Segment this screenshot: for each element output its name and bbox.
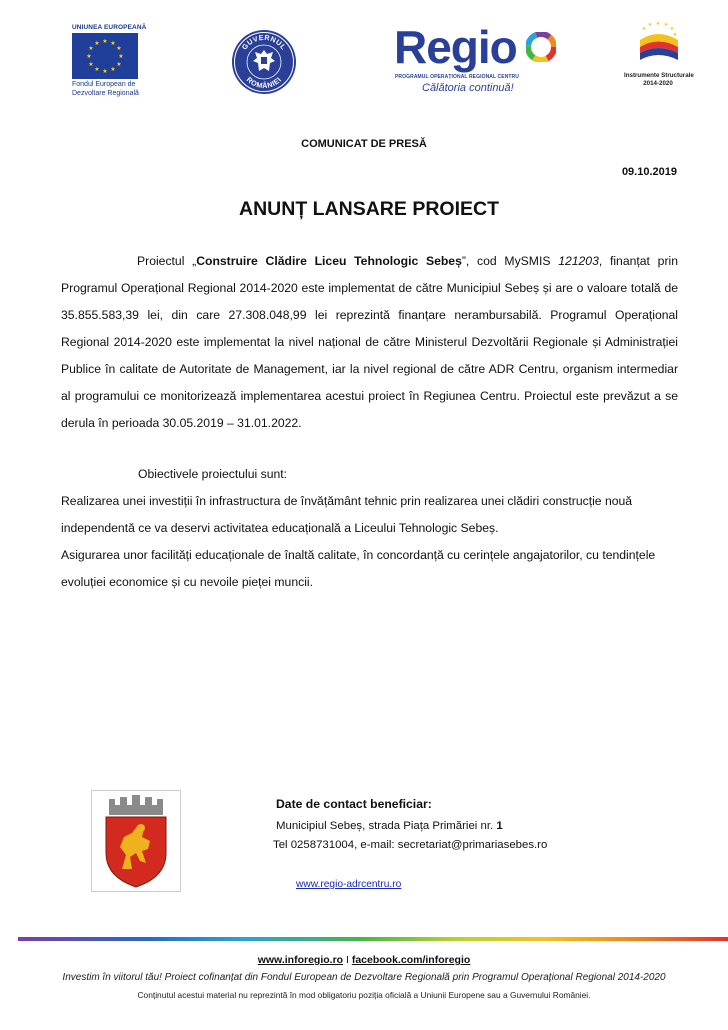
- structural-instruments-icon: [632, 20, 684, 66]
- project-name: Construire Clădire Liceu Tehnologic Sebeș: [196, 254, 462, 268]
- press-release-label: COMUNICAT DE PRESĂ: [301, 138, 427, 150]
- regio-logo: [392, 22, 562, 100]
- regio-color-wheel-icon: [526, 32, 556, 62]
- svg-text:★: ★: [88, 45, 94, 52]
- adr-centru-website-link[interactable]: www.regio-adrcentru.ro: [296, 879, 402, 890]
- svg-text:★: ★: [88, 61, 94, 68]
- structural-instruments-logo: [624, 20, 692, 88]
- svg-text:★: ★: [110, 66, 116, 73]
- svg-text:★: ★: [672, 32, 678, 38]
- objective-1: Realizarea unei investiții în infrastructura de învățământ tehnic prin realizarea unei clădiri construcție nouă independentă ce va deservi activitatea educațională a Liceului Tehnologic Sebeș.: [61, 494, 633, 535]
- footer-color-stripe: [18, 937, 728, 941]
- footer-separator: I: [343, 954, 352, 966]
- svg-text:★: ★: [102, 38, 108, 45]
- inforegio-link[interactable]: www.inforegio.ro: [257, 954, 344, 966]
- footer-slogan: Investim în viitorul tău! Proiect cofinanțat din Fondul European de Dezvoltare Regională prin Programul Operațional Regional 2014-2020: [62, 972, 666, 983]
- eu-stars-icon: [72, 33, 138, 79]
- facebook-link[interactable]: facebook.com/inforegio: [351, 954, 471, 966]
- contact-address-number: 1: [496, 820, 503, 832]
- svg-text:★: ★: [116, 45, 122, 52]
- svg-text:★: ★: [116, 61, 122, 68]
- objective-2: Asigurarea unor facilități educaționale de înaltă calitate, în concordanță cu cerințele angajatorilor, cu tendințele evoluției economice și cu nevoile pieței muncii.: [61, 548, 656, 589]
- svg-text:★: ★: [118, 53, 124, 60]
- footer-links: [0, 954, 728, 966]
- svg-text:★: ★: [663, 22, 669, 28]
- svg-text:★: ★: [655, 21, 661, 27]
- svg-text:★: ★: [110, 40, 116, 47]
- svg-text:★: ★: [86, 53, 92, 60]
- svg-text:★: ★: [647, 22, 653, 28]
- intro-before-name: Proiectul „: [137, 254, 197, 268]
- regio-wordmark: Regio: [394, 21, 517, 73]
- gov-seal-top-text: GUVERNUL: [239, 32, 289, 52]
- contact-address: [276, 820, 503, 832]
- contact-phone-email: Tel 0258731004, e-mail: secretariat@primariasebes.ro: [273, 839, 548, 851]
- objectives-heading: Obiectivele proiectului sunt:: [138, 467, 288, 481]
- eu-caption-line1: Fondul European de: [72, 81, 136, 88]
- mysmis-code: 121203: [558, 254, 599, 268]
- intro-rest: , finanțat prin Programul Operațional Regional 2014-2020 este implementat de către Municipiul Sebeș și are o valoare totală de 35.855.583,39 lei, din care 27.308.048,99 lei reprezintă finanțare nerambursabilă. Programul Operațional Regional 2014-2020 este implementat la nivel național de către Ministerul Dezvoltării Regionale și Administrației Publice în calitate de Autoritate de Management, iar la nivel regional de către ADR Centru, organism intermediar al programului ce monitorizează implementarea acestui proiect în Regiunea Centru. Proiectul este prevăzut a se derula în perioada 30.05.2019 – 31.01.2022.: [61, 254, 678, 430]
- eu-caption-line2: Dezvoltare Regională: [72, 89, 139, 97]
- si-caption-line1: Instrumente Structurale: [624, 72, 694, 79]
- svg-text:★: ★: [669, 26, 675, 32]
- eu-logo-top-label: UNIUNEA EUROPEANĂ: [72, 24, 147, 31]
- intro-after-name: ”, cod MySMIS: [461, 254, 559, 268]
- document-title: ANUNȚ LANSARE PROIECT: [238, 198, 499, 220]
- svg-text:★: ★: [102, 68, 108, 75]
- structural-instruments-caption: [624, 72, 692, 88]
- government-seal-logo: [230, 28, 298, 96]
- document-date: 09.10.2019: [621, 166, 677, 178]
- contact-heading: Date de contact beneficiar:: [276, 797, 432, 811]
- sebes-coat-of-arms-icon: [91, 790, 181, 892]
- svg-text:★: ★: [94, 66, 100, 73]
- eu-flag-icon: [72, 33, 138, 79]
- regio-subline: PROGRAMUL OPERAȚIONAL REGIONAL CENTRU: [395, 74, 519, 80]
- eu-logo: [72, 24, 152, 98]
- regio-slogan: Călătoria continuă!: [422, 82, 514, 94]
- svg-text:★: ★: [641, 26, 647, 32]
- intro-paragraph: [61, 248, 678, 437]
- eu-logo-caption: [72, 81, 152, 98]
- contact-address-text: Municipiul Sebeș, strada Piața Primăriei nr.: [276, 820, 497, 832]
- si-caption-line2: 2014-2020: [643, 80, 673, 87]
- gov-seal-bottom-text: ROMÂNIEI: [244, 74, 284, 91]
- footer-disclaimer: Conținutul acestui material nu reprezintă în mod obligatoriu poziția oficială a Uniunii Europene sau a Guvernului României.: [137, 990, 591, 1000]
- svg-text:★: ★: [94, 40, 100, 47]
